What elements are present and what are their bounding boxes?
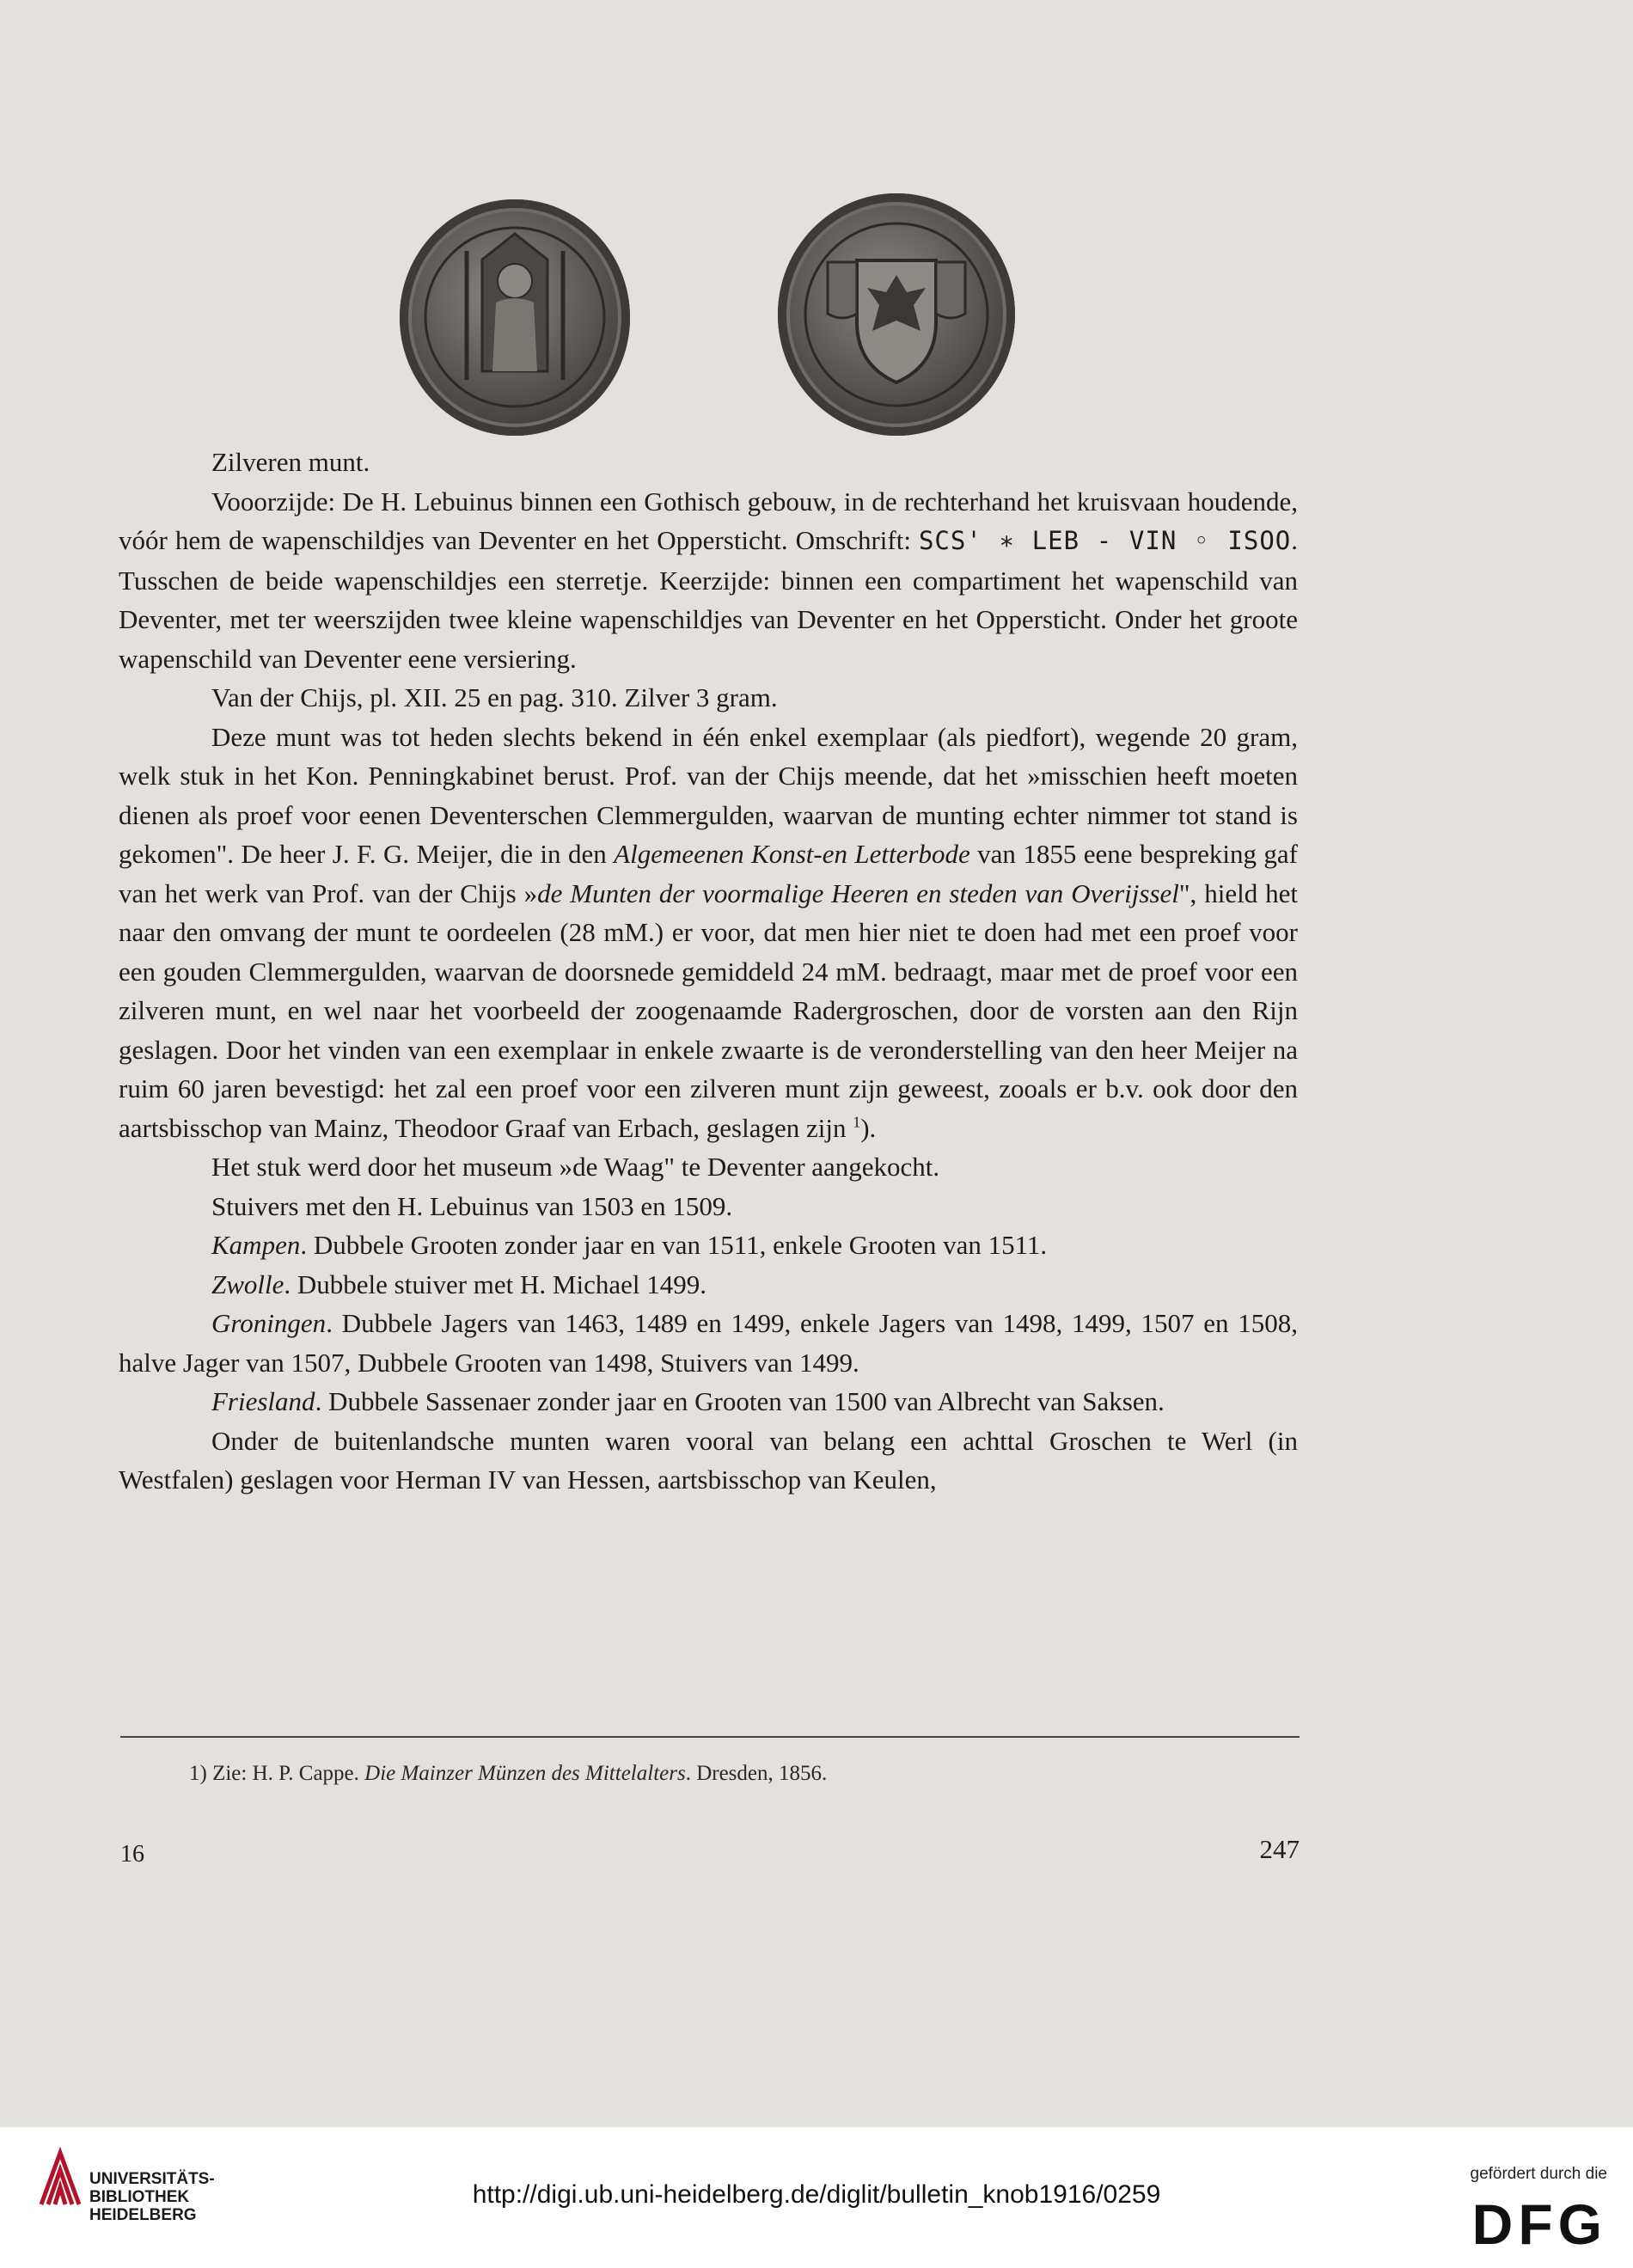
paragraph-stuivers: Stuivers met den H. Lebuinus van 1503 en 1509. bbox=[211, 1190, 733, 1221]
coat-of-arms-icon bbox=[778, 193, 1015, 436]
paragraph-zwolle: Zwolle. Dubbele stuiver met H. Michael 1499. bbox=[211, 1268, 706, 1299]
paragraph-museum: Het stuk werd door het museum »de Waag" te Deventer aangekocht. bbox=[211, 1152, 940, 1182]
source-url-link[interactable]: http://digi.ub.uni-heidelberg.de/diglit/bulletin_knob1916/0259 bbox=[472, 2180, 1161, 2209]
paragraph-obverse: Vooorzijde: De H. Lebuinus binnen een Gothisch gebouw, in de rechterhand het kruisvaan houdende, vóór hem de wapenschildjes van Deventer en het Oppersticht. Omschrift: SCS' ∗ LEB - VIN ◦ ISOO. Tusschen de beide wapenschildjes een sterretje. Keerzijde: binnen een compartiment het wapenschild van Deventer, met ter weerszijden twee kleine wapenschildjes van Deventer en het Oppersticht. Onder het groote wapenschild van Deventer eene versiering. bbox=[119, 486, 1298, 674]
signature-mark: 16 bbox=[120, 1841, 144, 1868]
footnote: 1) Zie: H. P. Cappe. Die Mainzer Münzen des Mittelalters. Dresden, 1856. bbox=[189, 1762, 828, 1785]
dfg-logo: DFG bbox=[1471, 2192, 1607, 2256]
coin-reverse-image bbox=[778, 193, 1015, 436]
digitization-footer bbox=[0, 2127, 1633, 2268]
paragraph-groningen: Groningen. Dubbele Jagers van 1463, 1489 en 1499, enkele Jagers van 1498, 1499, 1507 en 1508, halve Jager van 1507, Dubbele Grooten van 1498, Stuivers van 1499. bbox=[119, 1308, 1298, 1378]
coin-inscription: SCS' ∗ LEB - VIN ◦ ISOO bbox=[918, 526, 1292, 555]
funded-by-label: gefördert durch die bbox=[1470, 2165, 1607, 2183]
footnote-divider bbox=[120, 1736, 1300, 1738]
italic-title: Algemeenen Konst-en Letterbode bbox=[614, 839, 970, 869]
paragraph-friesland: Friesland. Dubbele Sassenaer zonder jaar en Grooten van 1500 van Albrecht van Saksen. bbox=[211, 1386, 1165, 1416]
paragraph-kampen: Kampen. Dubbele Grooten zonder jaar en van 1511, enkele Grooten van 1511. bbox=[211, 1230, 1048, 1260]
paragraph-history: Deze munt was tot heden slechts bekend in één enkel exemplaar (als piedfort), wegende 20 gram, welk stuk in het Kon. Penningkabinet berust. Prof. van der Chijs meende, dat het »misschien heeft moeten dienen als proef voor eenen Deventerschen Clemmergulden, waarvan de munting echter nimmer tot stand is gekomen". De heer J. F. G. Meijer, die in den Algemeenen Konst-en Letterbode van 1855 eene bespreking gaf van het werk van Prof. van der Chijs »de Munten der voormalige Heeren en steden van Overijssel", hield het naar den omvang der munt te oordeelen (28 mM.) er voor, dat men hier niet te doen had met een proef voor een gouden Clemmergulden, waarvan de doorsnede gemiddeld 24 mM. bedraagt, maar met de proef voor een zilveren munt, en wel naar het voorbeeld der zoogenaamde Radergroschen, door de vorsten aan den Rijn geslagen. Door het vinden van een exemplaar in enkele zwaarte is de veronderstelling van den heer Meijer na ruim 60 jaren bevestigd: het zal een proef voor een zilveren munt zijn geweest, zooals er b.v. ook door den aartsbisschop van Mainz, Theodoor Graaf van Erbach, geslagen zijn $^1$). bbox=[119, 721, 1299, 1143]
paragraph-foreign-coins: Onder de buitenlandsche munten waren vooral van belang een achttal Groschen te Werl (in Westfalen) geslagen voor Herman IV van Hessen, aartsbisschop van Keulen, bbox=[119, 1425, 1298, 1495]
saint-figure-icon bbox=[400, 199, 630, 436]
footnote-reference: 1 bbox=[853, 1113, 861, 1131]
coin-obverse-image bbox=[400, 199, 630, 436]
body-text bbox=[119, 443, 1298, 1500]
italic-book-title: de Munten der voormalige Heeren en steden van Overijssel bbox=[537, 877, 1179, 908]
page-number: 247 bbox=[1259, 1834, 1300, 1864]
library-name: UNIVERSITÄTS- BIBLIOTHEK HEIDELBERG bbox=[89, 2170, 215, 2224]
paragraph-reference: Van der Chijs, pl. XII. 25 en pag. 310. Zilver 3 gram. bbox=[211, 682, 778, 712]
paragraph-silver-coin: Zilveren munt. bbox=[211, 447, 370, 477]
